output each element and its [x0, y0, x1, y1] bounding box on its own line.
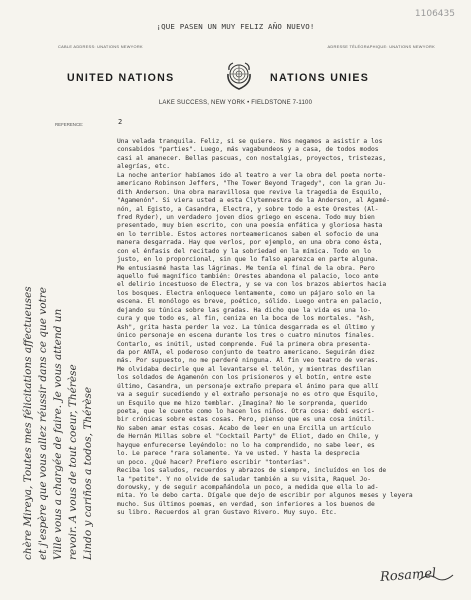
- body-line: manera desgarrada. Hay que verlos, por ejemplo, en una obra como ésta,: [117, 239, 383, 247]
- body-line: Me entusiasmé hasta las lágrimas. Me tenía el final de la obra. Pero: [117, 264, 375, 272]
- body-line: mita. Yo le debo carta. Dígale que dejo de escribir por algunos meses y leyera: [117, 492, 413, 500]
- cable-address-en: CABLE ADDRESS: UNATIONS NEWYORK: [58, 44, 143, 49]
- body-line: hayque enfurecerse leyéndolo: no lo ha comprendido, no sabe leer, es: [117, 441, 375, 449]
- margin-note-line: revoir. A vous de tout coeur, Thérèse: [67, 364, 79, 560]
- body-line: Reciba los saludos, recuerdos y abrazos de siempre, incluídos en los de: [117, 467, 387, 475]
- un-emblem-icon: [224, 60, 254, 92]
- body-line: va a seguir sucediendo y el extraño personaje no es otro que Esquilo,: [117, 391, 379, 399]
- body-line: "Agamenón". Si viera usted a esta Clytemnestra de la Anderson, al Agamé-: [117, 197, 390, 205]
- body-line: poeta, que le cuente como lo hacen los niños. Otra cosa: debí escri-: [117, 408, 375, 415]
- body-line: justo, en lo proporcional, sin que lo falso aparezca en parte alguna.: [117, 256, 379, 264]
- body-line: alegrías, etc.: [117, 163, 171, 171]
- body-line: escena. El monólogo es breve, poético, sólido. Luego entra en palacio,: [117, 298, 383, 306]
- body-line: No saben amar estas cosas. Acabo de leer en una Ercilla un artículo: [117, 424, 372, 432]
- letter-body: [117, 138, 457, 518]
- body-line: en lo terrible. Estos actores norteamericanos saben el sofocio de una: [117, 230, 379, 238]
- margin-note-line: et j'espère que vous allez réussir dans ce que votre: [37, 287, 49, 560]
- handwritten-margin-note: [22, 150, 102, 560]
- letterhead: [0, 60, 471, 96]
- body-line: mucho. Sus últimos poemas, en verdad, son inferiores a los buenos de: [117, 500, 375, 508]
- body-line: su libro. Recuerdos al gran Gustavo Rivero. Muy suyo. Etc.: [117, 509, 337, 517]
- archive-id: 1106435: [414, 9, 455, 19]
- body-line: Una velada tranquila. Feliz, si se quiere. Nos negamos a asistir a los: [117, 138, 383, 145]
- body-line: Contarlo, es inútil, usted comprende. Fué la primera obra presenta-: [117, 340, 372, 348]
- margin-note-line: chère Mireya, Toutes mes félicitations affectueuses: [22, 286, 34, 560]
- reference-label: REFERENCE:: [55, 122, 84, 127]
- body-line: los bosques. Electra enloquece lentamente, como un pájaro solo en la: [117, 289, 375, 297]
- margin-note-line: Lindo y cariños a todos, Thérèse: [82, 386, 94, 560]
- body-line: La noche anterior habíamos ido al teatro a ver la obra del poeta norte-: [117, 171, 387, 179]
- body-line: consabidos "parties". Luego, más vagabundeos y a casa, de todos modos: [117, 146, 379, 154]
- body-line: aquello fué magnífico también: Orestes abandona el palacio, loco ante: [117, 273, 379, 280]
- body-line: la "petite". Y no olvide de saludar también a su visita, Raquel Jo-: [117, 475, 372, 483]
- body-line: con el énfasis del recitado y la sobriedad en la mímica. Todo en lo: [117, 247, 372, 255]
- margin-note-line: Ville vous a chargée de faire. Je vous attend un: [52, 308, 64, 560]
- body-line: nón, al Egisto, a Casandra, Electra, y sobre todo a este Orestes (Al-: [117, 205, 379, 213]
- body-line: da por ANTA, el poderoso conjunto de teatro americano. Seguirán diez: [117, 348, 375, 356]
- body-line: un poco. ¿Qué hacer? Prefiero escribir "tonterías".: [117, 458, 311, 466]
- body-line: un Esquilo que me hizo temblar. ¿Imagina? No le sorprenda, querido: [117, 399, 368, 407]
- page-number: 2: [118, 118, 123, 126]
- org-name-fr: NATIONS UNIES: [270, 72, 370, 84]
- body-line: el delirio incestuoso de Electra, y se va con los brazos abiertos hacia: [117, 281, 387, 289]
- body-line: más. Por supuesto, no me perderé ninguna. Al fin veo teatro de veras.: [117, 357, 379, 365]
- signature-flourish: [418, 572, 454, 582]
- holiday-greeting: ¡QUE PASEN UN MUY FELIZ AÑO NUEVO!: [156, 22, 315, 31]
- body-line: dorowsky, y de seguir acompañándola un poco, a medida que ella lo ad-: [117, 483, 379, 491]
- body-line: fred Ryder), un verdadero joven dios griego en escena. Todo muy bien: [117, 213, 375, 221]
- body-line: cura y que todo es, al fin, ceniza en la boca de los mortales. "Ash,: [117, 315, 375, 323]
- body-line: dith Anderson. Una obra maravillosa que revive la tragedia de Esquilo,: [117, 188, 383, 196]
- body-line: último, Casandra, un personaje extraño prepara el ánimo para que allí: [117, 382, 379, 390]
- body-line: Me olvidaba decirle que al levantarse el telón, y mientras desfilan: [117, 365, 372, 373]
- body-line: americano Robinson Jeffers, "The Tower Beyond Tragedy", con la gran Ju-: [117, 180, 387, 188]
- body-line: de Hernán Millas sobre el "Cocktail Party" de Eliot, dado en Chile, y: [117, 433, 379, 441]
- letterhead-address: LAKE SUCCESS, NEW YORK • FIELDSTONE 7-1100: [158, 100, 313, 106]
- body-line: bir crónicas sobre estas cosas. Pero, pienso que es una cosa inútil.: [117, 416, 375, 424]
- body-line: presentado, muy bien escrito, con una poesía enfática y gloriosa hasta: [117, 222, 383, 230]
- body-line: casi al amanecer. Bellas pascuas, con nostalgias, proyectos, tristezas,: [117, 154, 387, 162]
- body-line: dejando su túnica sobre las gradas. Ha dicho que la vida es una lo-: [117, 306, 372, 314]
- org-name-en: UNITED NATIONS: [67, 72, 175, 84]
- body-line: Ash", grita hasta perder la voz. La túnica desgarrada es el último y: [117, 323, 375, 331]
- cable-address-fr: ADRESSE TÉLÉGRAPHIQUE: UNATIONS NEWYORK: [327, 44, 435, 49]
- signature: Rosamel: [379, 566, 437, 585]
- body-line: único personaje en escena durante los tres o cuatro minutos finales.: [117, 332, 375, 340]
- body-line: lo. Le parece "rara solamente. Ya ve usted. Y hasta la desprecia: [117, 450, 360, 458]
- body-line: los soldados de Agamenón con los prisioneros y el botín, entre este: [117, 374, 372, 382]
